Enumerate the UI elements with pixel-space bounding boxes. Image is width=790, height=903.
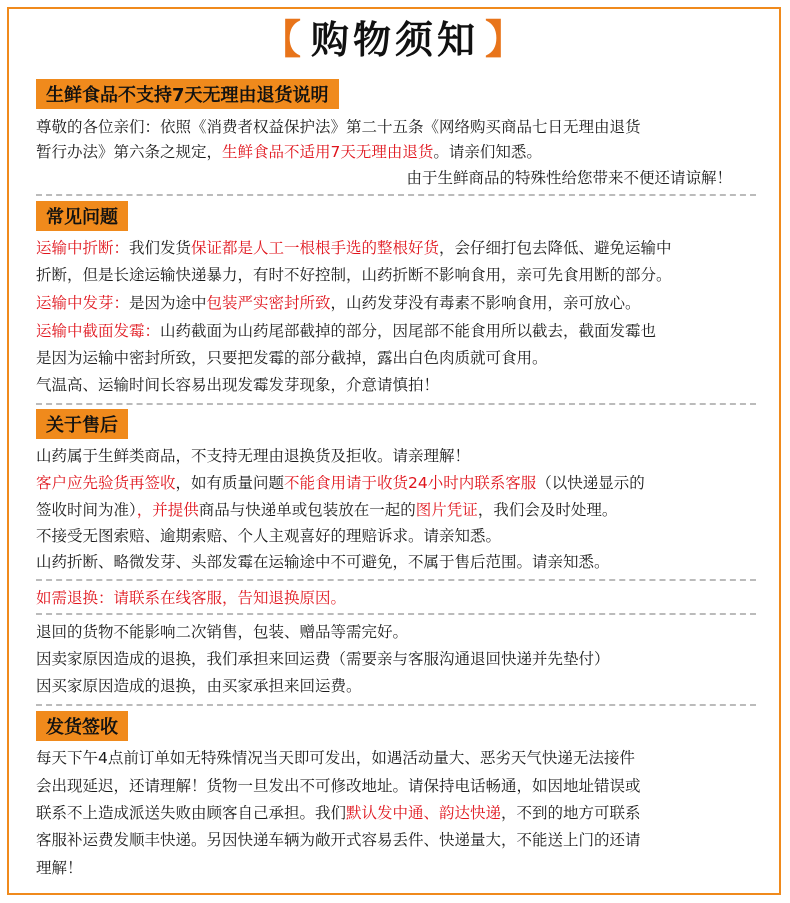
text-line: 每天下午4点前订单如无特殊情况当天即可发出，如遇活动量大、恶劣天气快递无法接件 bbox=[36, 749, 635, 767]
bracket-left: 【 bbox=[260, 17, 305, 63]
bracket-right: 】 bbox=[485, 17, 529, 63]
text-line: 气温高、运输时间长容易出现发霉发芽现象，介意请慎拍！ bbox=[36, 376, 440, 394]
divider bbox=[36, 194, 756, 196]
text-line: 会出现延迟，还请理解！货物一旦发出不可修改地址。请保持电话畅通，如因地址错误或 bbox=[36, 777, 641, 795]
text-line: 山药折断、略微发芽、头部发霉在运输途中不可避免，不属于售后范围。请亲知悉。 bbox=[36, 553, 610, 571]
text-line: 客户应先验货再签收，如有质量问题不能食用请于收货24小时内联系客服（以快递显示的 bbox=[36, 474, 645, 492]
text-line: 如需退换：请联系在线客服，告知退换原因。 bbox=[36, 589, 347, 607]
text-line: 折断，但是长途运输快递暴力，有时不好控制，山药折断不影响食用，亲可先食用断的部分。 bbox=[36, 266, 672, 284]
text-line: 尊敬的各位亲们：依照《消费者权益保护法》第二十五条《网络购买商品七日无理由退货 bbox=[36, 118, 641, 136]
section-header-after-sales: 关于售后 bbox=[36, 409, 128, 439]
section-header-shipping: 发货签收 bbox=[36, 711, 128, 741]
text-line: 暂行办法》第六条之规定，生鲜食品不适用7天无理由退货。请亲们知悉。 bbox=[36, 143, 542, 161]
text-line: 运输中发芽：是因为途中包装严实密封所致，山药发芽没有毒素不影响食用，亲可放心。 bbox=[36, 294, 641, 312]
divider bbox=[36, 579, 756, 581]
divider bbox=[36, 403, 756, 405]
text-line: 因卖家原因造成的退换，我们承担来回运费（需要亲与客服沟通退回快递并先垫付） bbox=[36, 650, 610, 668]
section-header-fresh-food: 生鲜食品不支持7天无理由退货说明 bbox=[36, 79, 339, 109]
text-line: 因买家原因造成的退换，由买家承担来回运费。 bbox=[36, 677, 362, 695]
text-line: 联系不上造成派送失败由顾客自己承担。我们默认发中通、韵达快递，不到的地方可联系 bbox=[36, 804, 641, 822]
text-line: 客服补运费发顺丰快递。另因快递车辆为敞开式容易丢件、快递量大，不能送上门的还请 bbox=[36, 831, 641, 849]
text-line: 运输中折断：我们发货保证都是人工一根根手选的整根好货，会仔细打包去降低、避免运输中 bbox=[36, 239, 672, 257]
title-text: 购物须知 bbox=[310, 18, 479, 62]
divider bbox=[36, 613, 756, 615]
page-title bbox=[0, 8, 790, 65]
section-header-faq: 常见问题 bbox=[36, 201, 128, 231]
text-line: 签收时间为准），并提供商品与快递单或包装放在一起的图片凭证，我们会及时处理。 bbox=[36, 501, 618, 519]
text-line: 山药属于生鲜类商品，不支持无理由退换货及拒收。请亲理解！ bbox=[36, 447, 471, 465]
text-line: 不接受无图索赔、逾期索赔、个人主观喜好的理赔诉求。请亲知悉。 bbox=[36, 527, 502, 545]
text-line: 退回的货物不能影响二次销售，包装、赠品等需完好。 bbox=[36, 623, 409, 641]
divider bbox=[36, 704, 756, 706]
text-line: 理解！ bbox=[36, 859, 83, 877]
text-line: 由于生鲜商品的特殊性给您带来不便还请谅解！ bbox=[406, 169, 732, 187]
text-line: 运输中截面发霉：山药截面为山药尾部截掉的部分，因尾部不能食用所以截去，截面发霉也 bbox=[36, 322, 657, 340]
text-line: 是因为运输中密封所致，只要把发霉的部分截掉，露出白色肉质就可食用。 bbox=[36, 349, 548, 367]
